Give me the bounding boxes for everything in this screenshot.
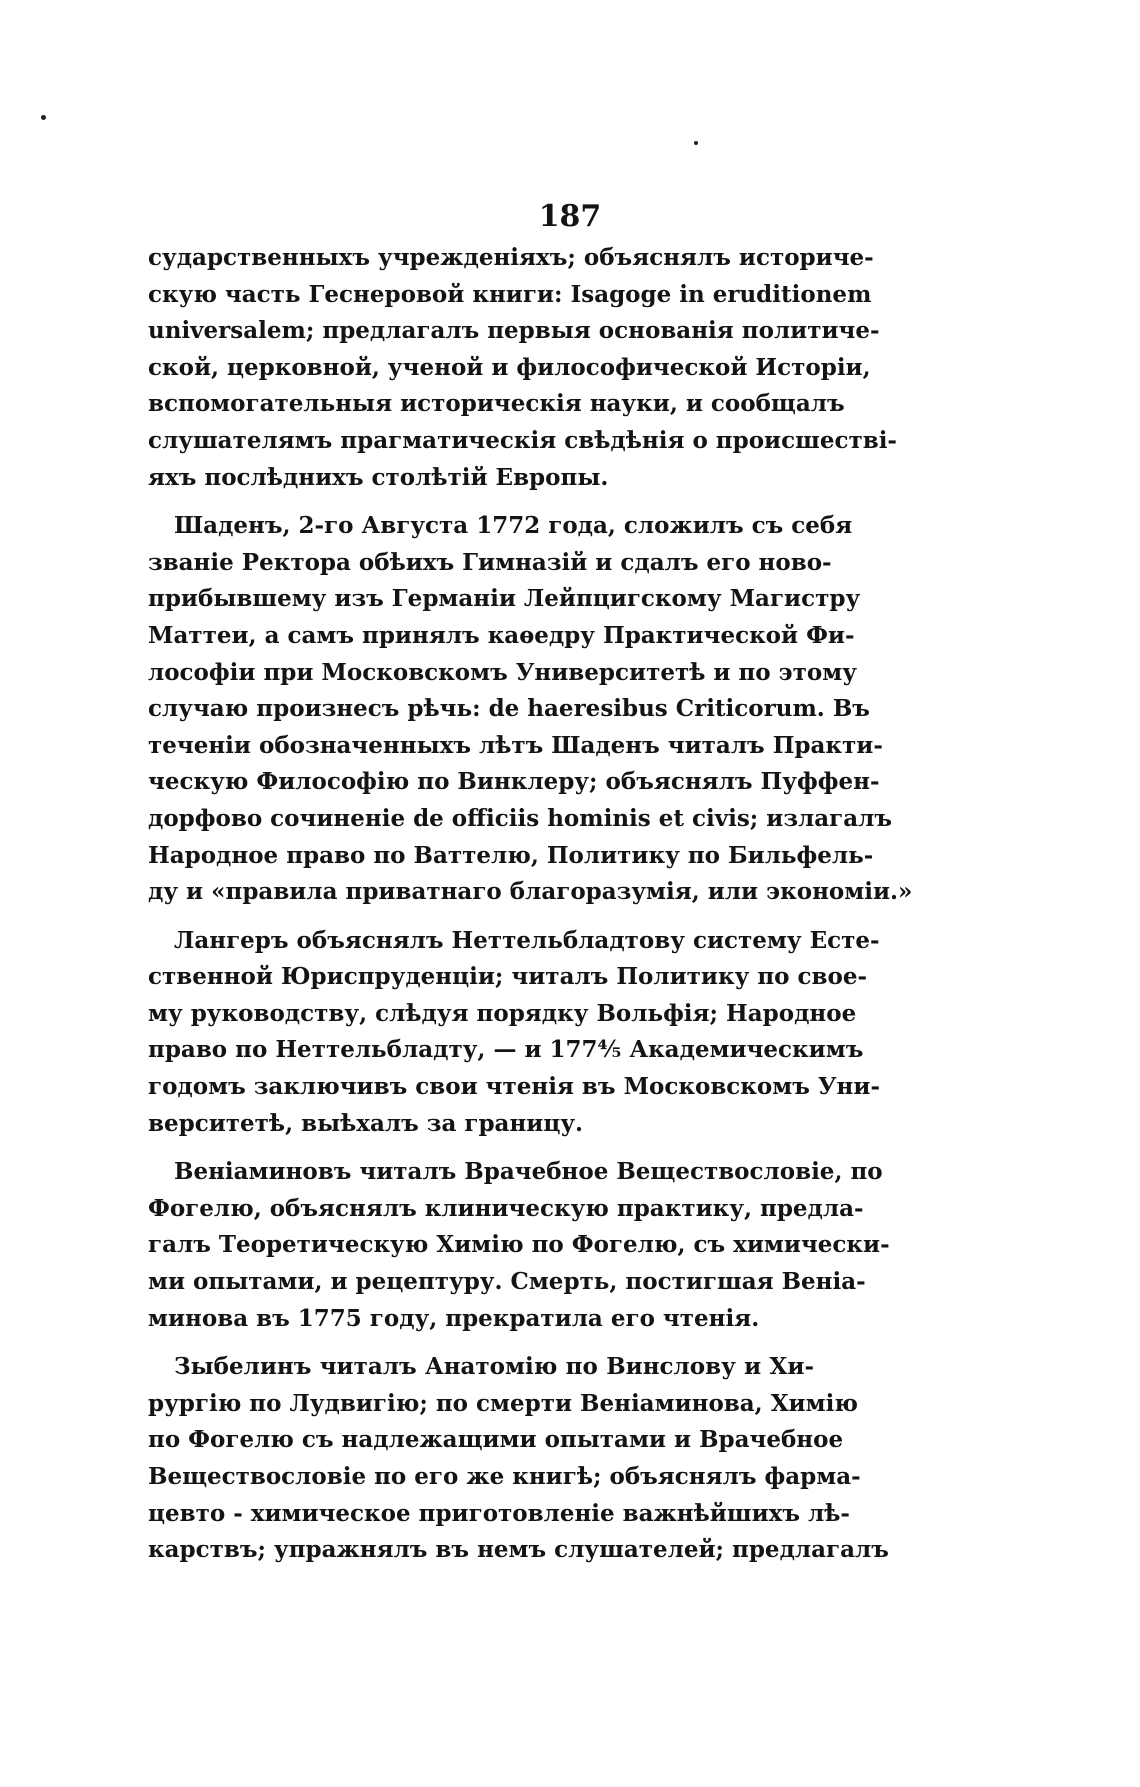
page-number: 187 [538, 199, 602, 234]
text-line: Фогелю, объяснялъ клиническую практику, предла- [148, 1194, 864, 1222]
text-line: слушателямъ прагматическія свѣдѣнія о происшестві- [148, 426, 897, 454]
text-line: рургію по Лудвигію; по смерти Веніаминова, Химію [148, 1389, 858, 1417]
text-line: скую часть Геснеровой книги: Isagoge in eruditionem [148, 280, 872, 308]
text-line: Веніаминовъ читалъ Врачебное Веществословіе, по [174, 1158, 883, 1186]
text-line: яхъ послѣднихъ столѣтій Европы. [148, 463, 609, 491]
text-line: цевто - химическое приготовленіе важнѣйшихъ лѣ- [148, 1499, 850, 1527]
text-line: ской, церковной, ученой и философической Исторіи, [148, 353, 871, 381]
paragraph [148, 1349, 889, 1569]
scan-speck [694, 141, 698, 145]
text-line: дорфово сочиненіе de officiis hominis et civis; излагалъ [148, 804, 893, 832]
text-line: ми опытами, и рецептуру. Смерть, постигшая Веніа- [148, 1268, 866, 1296]
paragraph [148, 240, 897, 496]
text-line: universalem; предлагалъ первыя основанія политиче- [148, 317, 880, 345]
paragraph [148, 508, 913, 911]
text-line: вспомогательныя историческія науки, и сообщалъ [148, 390, 845, 418]
text-line: ческую Философію по Винклеру; объяснялъ Пуффен- [148, 768, 880, 796]
text-line: минова въ 1775 году, прекратила его чтенія. [148, 1304, 760, 1332]
text-line: му руководству, слѣдуя порядку Вольфія; Народное [148, 999, 857, 1027]
text-line: ственной Юриспруденціи; читалъ Политику по свое- [148, 963, 868, 991]
scan-speck [41, 115, 46, 120]
text-line: Зыбелинъ читалъ Анатомію по Винслову и Хи- [174, 1353, 814, 1381]
text-line: прибывшему изъ Германіи Лейпцигскому Магистру [148, 585, 861, 613]
text-line: годомъ заключивъ свои чтенія въ Московскомъ Уни- [148, 1073, 880, 1101]
text-line: теченіи обозначенныхъ лѣтъ Шаденъ читалъ Практи- [148, 731, 883, 759]
text-line: Маттеи, а самъ принялъ каѳедру Практической Фи- [148, 621, 855, 649]
body-text [148, 240, 913, 1581]
text-line: по Фогелю съ надлежащими опытами и Врачебное [148, 1426, 844, 1454]
paragraph [148, 923, 880, 1143]
text-line: Веществословіе по его же книгѣ; объяснялъ фарма- [148, 1463, 861, 1490]
text-line: лософіи при Московскомъ Университетѣ и по этому [148, 658, 857, 686]
text-line: ду и «правила приватнаго благоразумія, или экономіи.» [148, 878, 913, 906]
paragraph [148, 1154, 890, 1337]
text-line: званіе Ректора обѣихъ Гимназій и сдалъ его ново- [148, 548, 832, 576]
text-line: Народное право по Ваттелю, Политику по Бильфель- [148, 841, 874, 869]
text-line: сударственныхъ учрежденіяхъ; объяснялъ историче- [148, 244, 874, 271]
text-line: Шаденъ, 2-го Августа 1772 года, сложилъ съ себя [174, 512, 853, 540]
text-line: случаю произнесъ рѣчь: de haeresibus Criticorum. Въ [148, 695, 870, 723]
text-line: Лангеръ объяснялъ Неттельбладтову систему Есте- [174, 926, 880, 954]
text-line: галъ Теоретическую Химію по Фогелю, съ химически- [148, 1231, 890, 1259]
text-line: верситетѣ, выѣхалъ за границу. [148, 1109, 584, 1137]
text-line: карствъ; упражнялъ въ немъ слушателей; предлагалъ [148, 1536, 889, 1564]
text-line: право по Неттельбладту, — и 177⅘ Академическимъ [148, 1036, 864, 1064]
